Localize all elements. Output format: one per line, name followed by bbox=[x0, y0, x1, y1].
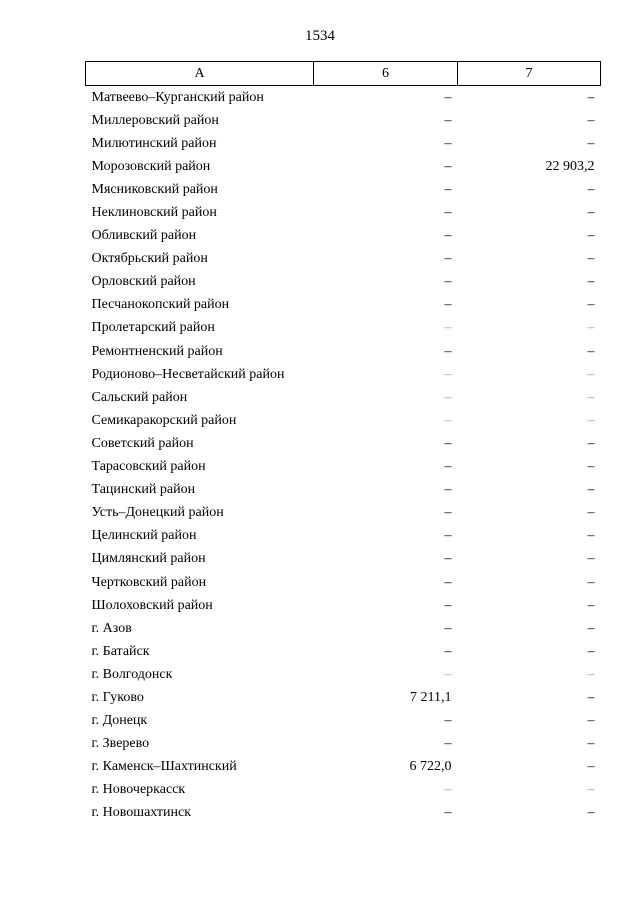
row-name: Ремонтненский район bbox=[91, 343, 223, 359]
row-value-col6: 6 722,0 bbox=[409, 759, 452, 775]
row-name: Обливский район bbox=[91, 228, 197, 244]
row-value-col7: – bbox=[587, 759, 595, 775]
row-value-col7: – bbox=[587, 435, 595, 451]
row-name: Матвеево–Курганский район bbox=[91, 89, 264, 105]
row-value-col7: – bbox=[587, 251, 595, 267]
row-value-col7: – bbox=[587, 643, 595, 659]
table-row bbox=[86, 548, 601, 571]
row-value-col7: – bbox=[587, 666, 595, 682]
row-value-col7: – bbox=[587, 574, 595, 590]
table-row bbox=[86, 178, 601, 201]
table-row bbox=[86, 363, 601, 386]
table-row bbox=[86, 779, 601, 802]
row-name: Сальский район bbox=[91, 389, 188, 405]
table-row bbox=[86, 271, 601, 294]
row-value-col7: – bbox=[587, 274, 595, 290]
header-cell-7: 7 bbox=[458, 62, 601, 86]
row-value-col6: – bbox=[444, 574, 452, 590]
row-value-col6: – bbox=[444, 320, 452, 336]
table-row bbox=[86, 686, 601, 709]
page-number: 1534 bbox=[305, 28, 335, 44]
header-cell-a: А bbox=[86, 62, 314, 86]
row-value-col6: – bbox=[444, 251, 452, 267]
row-value-col6: – bbox=[444, 505, 452, 521]
row-value-col7: – bbox=[587, 412, 595, 428]
row-value-col6: – bbox=[444, 389, 452, 405]
row-value-col7: – bbox=[587, 89, 595, 105]
row-value-col7: – bbox=[587, 181, 595, 197]
row-name: г. Новочеркасск bbox=[91, 782, 186, 798]
header-cell-6: 6 bbox=[314, 62, 458, 86]
row-value-col7: – bbox=[587, 736, 595, 752]
row-value-col6: – bbox=[444, 597, 452, 613]
row-value-col7: – bbox=[587, 551, 595, 567]
row-value-col6: – bbox=[444, 205, 452, 221]
row-value-col6: – bbox=[444, 135, 452, 151]
table-row bbox=[86, 663, 601, 686]
table-row bbox=[86, 294, 601, 317]
table-body bbox=[86, 86, 601, 826]
row-name: Неклиновский район bbox=[91, 205, 217, 221]
table-row bbox=[86, 248, 601, 271]
row-value-col7: – bbox=[587, 505, 595, 521]
row-value-col7: – bbox=[587, 205, 595, 221]
row-value-col7: – bbox=[587, 112, 595, 128]
row-value-col6: – bbox=[444, 158, 452, 174]
row-value-col6: – bbox=[444, 181, 452, 197]
row-value-col7: – bbox=[587, 597, 595, 613]
row-name: Орловский район bbox=[91, 274, 196, 290]
row-value-col7: – bbox=[587, 366, 595, 382]
table-row bbox=[86, 109, 601, 132]
row-name: г. Гуково bbox=[91, 689, 144, 705]
row-name: Усть–Донецкий район bbox=[91, 505, 224, 521]
row-name: Песчанокопский район bbox=[91, 297, 230, 313]
row-value-col6: – bbox=[444, 343, 452, 359]
table-row bbox=[86, 317, 601, 340]
table-row bbox=[86, 479, 601, 502]
row-value-col6: – bbox=[444, 782, 452, 798]
row-name: Миллеровский район bbox=[91, 112, 219, 128]
row-value-col7: – bbox=[587, 320, 595, 336]
row-name: г. Азов bbox=[91, 620, 132, 636]
row-name: Пролетарский район bbox=[91, 320, 215, 336]
row-value-col6: – bbox=[444, 297, 452, 313]
table-row bbox=[86, 155, 601, 178]
row-value-col6: – bbox=[444, 459, 452, 475]
row-name: Шолоховский район bbox=[91, 597, 213, 613]
row-value-col6: – bbox=[444, 112, 452, 128]
row-name: Родионово–Несветайский район bbox=[91, 366, 285, 382]
table-row bbox=[86, 225, 601, 248]
row-value-col7: – bbox=[587, 343, 595, 359]
row-value-col7: – bbox=[587, 782, 595, 798]
row-value-col6: – bbox=[444, 366, 452, 382]
row-value-col7: – bbox=[587, 482, 595, 498]
table-row bbox=[86, 640, 601, 663]
row-name: Тарасовский район bbox=[91, 459, 206, 475]
row-value-col6: – bbox=[444, 805, 452, 821]
row-value-col7: – bbox=[587, 228, 595, 244]
row-value-col6: – bbox=[444, 528, 452, 544]
row-name: Цимлянский район bbox=[91, 551, 206, 567]
row-value-col6: – bbox=[444, 89, 452, 105]
table-row bbox=[86, 409, 601, 432]
row-name: г. Волгодонск bbox=[91, 666, 173, 682]
row-value-col7: – bbox=[587, 135, 595, 151]
row-name: Советский район bbox=[91, 435, 194, 451]
row-name: г. Донецк bbox=[91, 713, 148, 729]
row-value-col7: 22 903,2 bbox=[545, 158, 595, 174]
table-row bbox=[86, 733, 601, 756]
table-row bbox=[86, 802, 601, 825]
row-name: г. Каменск–Шахтинский bbox=[91, 759, 237, 775]
table-row bbox=[86, 710, 601, 733]
row-value-col6: – bbox=[444, 713, 452, 729]
row-value-col7: – bbox=[587, 805, 595, 821]
row-value-col6: – bbox=[444, 643, 452, 659]
row-value-col6: – bbox=[444, 736, 452, 752]
row-name: Семикаракорский район bbox=[91, 412, 237, 428]
row-value-col6: – bbox=[444, 666, 452, 682]
row-value-col6: – bbox=[444, 551, 452, 567]
table-row bbox=[86, 594, 601, 617]
row-name: Морозовский район bbox=[91, 158, 211, 174]
table-row bbox=[86, 86, 601, 110]
row-name: Тацинский район bbox=[91, 482, 196, 498]
row-name: г. Зверево bbox=[91, 736, 150, 752]
table-row bbox=[86, 201, 601, 224]
row-value-col7: – bbox=[587, 713, 595, 729]
row-name: Милютинский район bbox=[91, 135, 217, 151]
row-value-col6: 7 211,1 bbox=[410, 689, 452, 705]
row-name: Мясниковский район bbox=[91, 181, 218, 197]
table-row bbox=[86, 617, 601, 640]
row-name: Чертковский район bbox=[91, 574, 207, 590]
row-name: г. Новошахтинск bbox=[91, 805, 192, 821]
row-value-col7: – bbox=[587, 689, 595, 705]
table-row bbox=[86, 386, 601, 409]
table-row bbox=[86, 525, 601, 548]
table-row bbox=[86, 456, 601, 479]
table-row bbox=[86, 340, 601, 363]
row-value-col6: – bbox=[444, 228, 452, 244]
row-value-col7: – bbox=[587, 620, 595, 636]
row-value-col7: – bbox=[587, 389, 595, 405]
row-value-col6: – bbox=[444, 435, 452, 451]
header-row bbox=[86, 62, 601, 86]
row-value-col6: – bbox=[444, 412, 452, 428]
data-table bbox=[85, 61, 601, 825]
table-row bbox=[86, 432, 601, 455]
row-value-col6: – bbox=[444, 620, 452, 636]
table-row bbox=[86, 756, 601, 779]
table-header bbox=[86, 62, 601, 86]
row-value-col7: – bbox=[587, 459, 595, 475]
row-value-col6: – bbox=[444, 482, 452, 498]
row-name: Октябрьский район bbox=[91, 251, 208, 267]
row-value-col6: – bbox=[444, 274, 452, 290]
table-row bbox=[86, 571, 601, 594]
row-value-col7: – bbox=[587, 528, 595, 544]
table-row bbox=[86, 132, 601, 155]
row-name: Целинский район bbox=[91, 528, 197, 544]
table-row bbox=[86, 502, 601, 525]
row-name: г. Батайск bbox=[91, 643, 150, 659]
row-value-col7: – bbox=[587, 297, 595, 313]
